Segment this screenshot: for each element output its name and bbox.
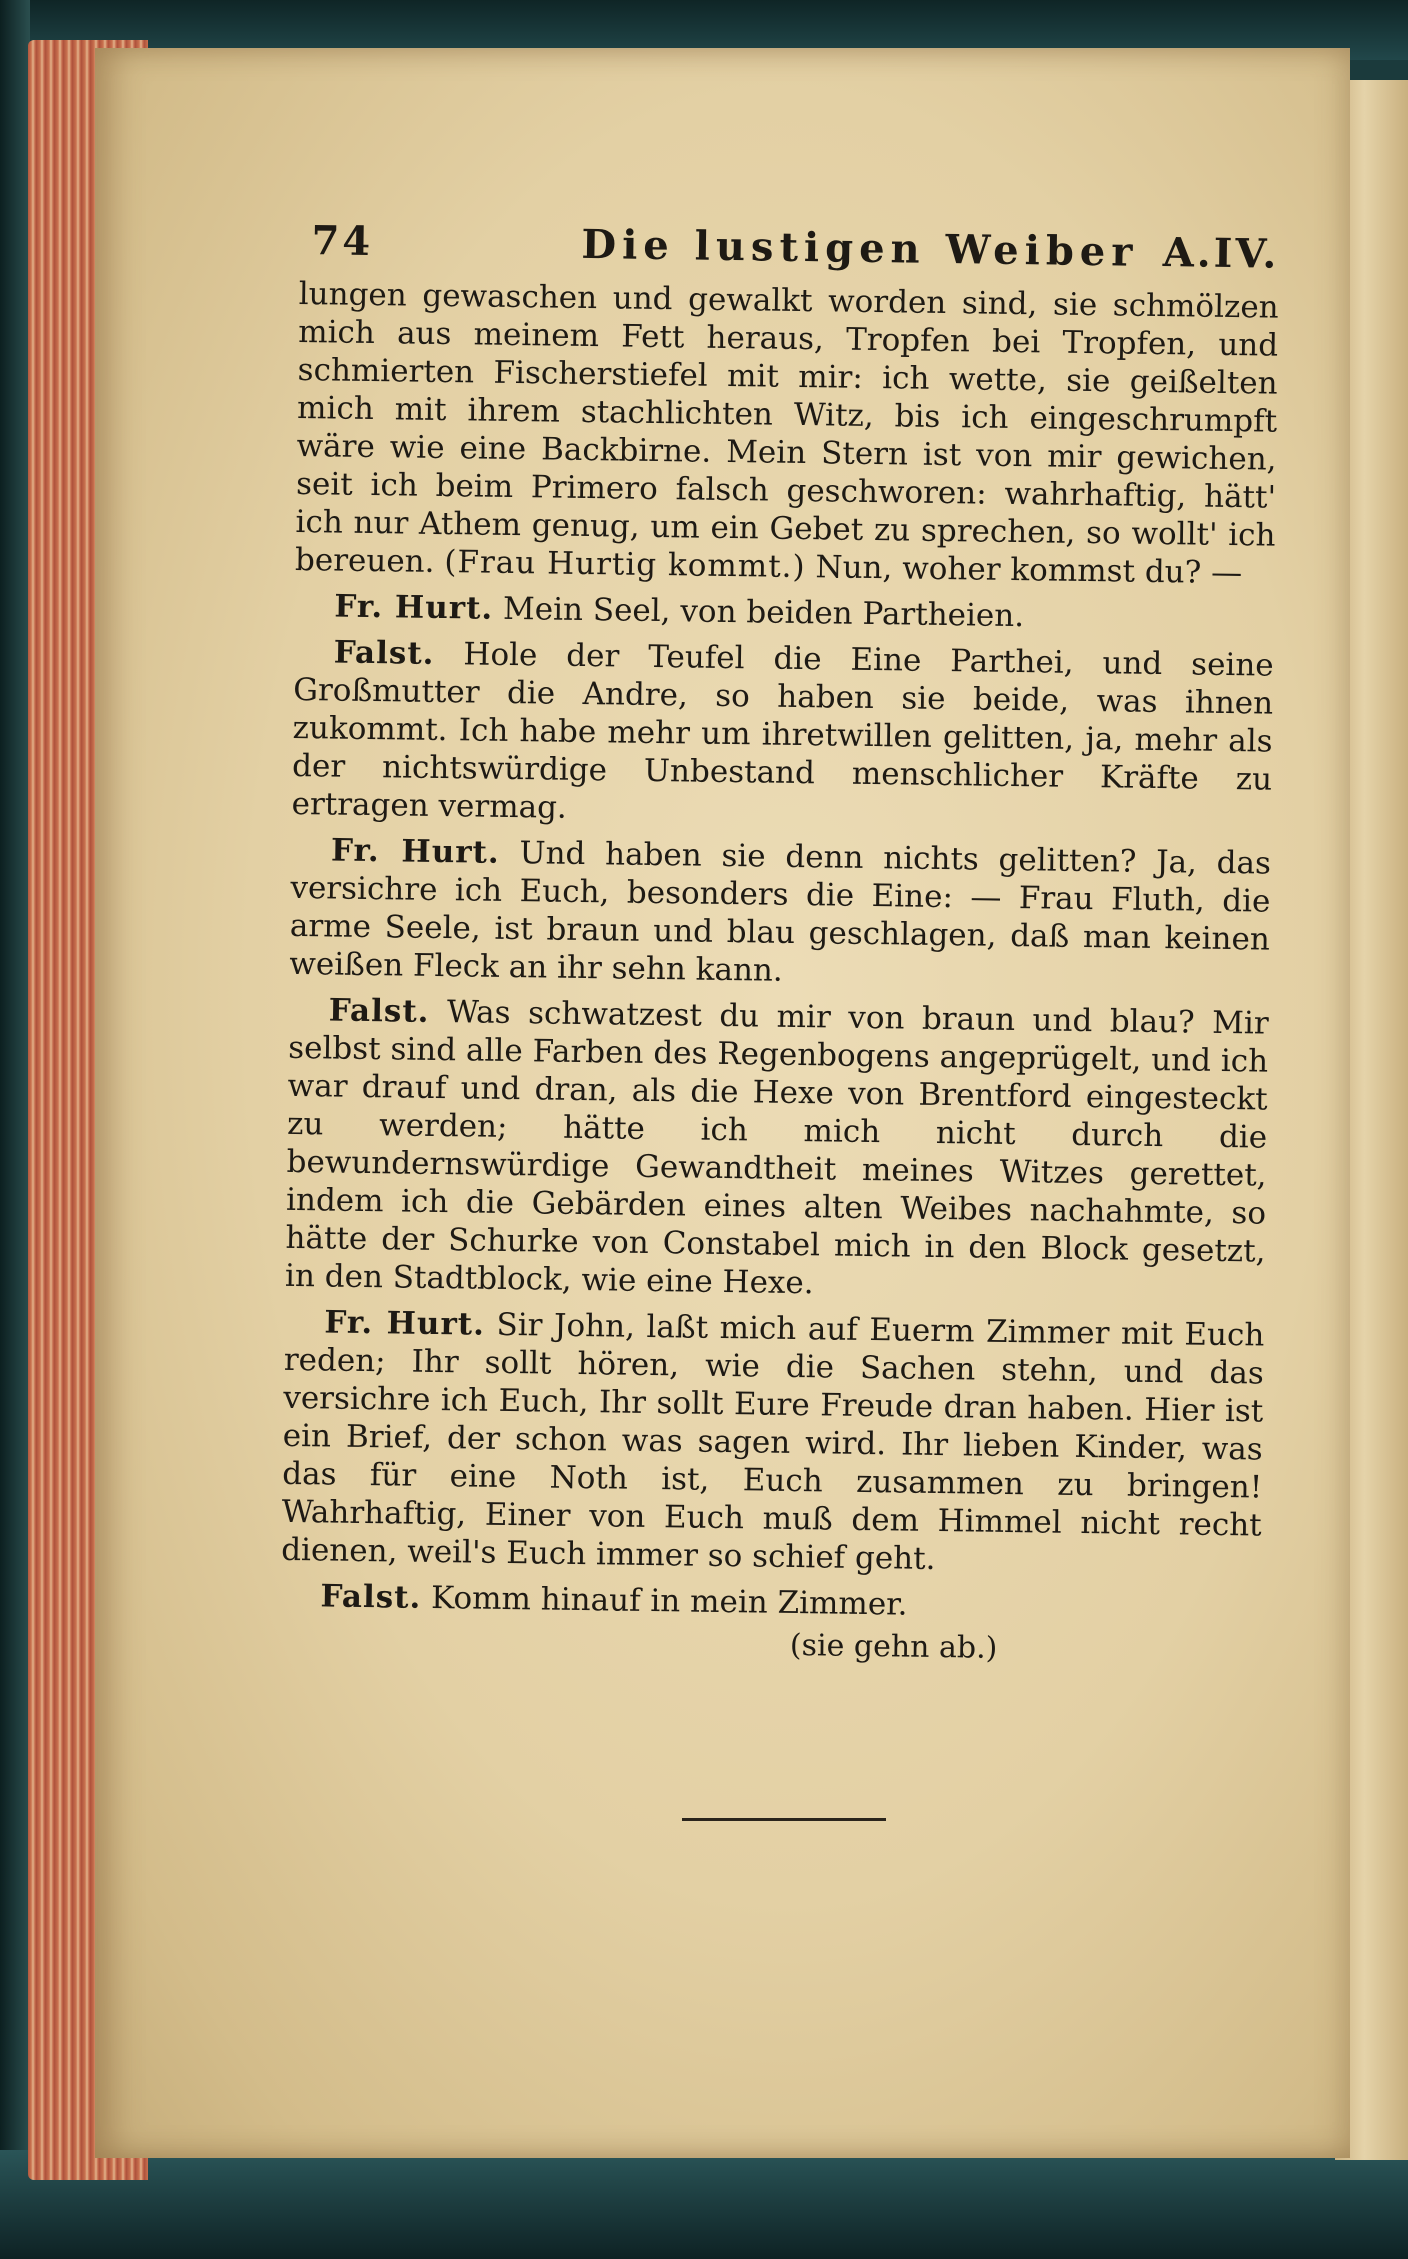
paragraph [281,1303,1265,1583]
speaker-name: Fr. Hurt. [330,832,500,871]
page-number: 74 [311,217,374,266]
speaker-name: Falst. [320,1578,422,1616]
paragraph-text: Komm hinauf in mein Zimmer. [430,1579,908,1623]
paragraph-text: Und haben sie denn nichts gelitten? Ja, das versichre ich Euch, besonders die Eine: — Frau Fluth, die arme Seele, ist braun und blau geschlagen, daß man keinen weißen Fleck an ihr sehn kann. [289,835,1272,989]
act-label: A.IV. [1162,229,1280,278]
speaker-name: Fr. Hurt. [324,1304,486,1343]
exit-stage-direction: (sie gehn ab.) [789,1627,998,1666]
speaker-name: Falst. [328,992,430,1030]
paragraph [285,991,1269,1309]
running-header [299,205,1280,289]
book-cover-bottom [0,2150,1408,2259]
running-title: Die lustigen Weiber [581,220,1139,276]
book-cover-left [0,0,30,2259]
paragraph-text: Nun, woher kommst du? — [815,549,1243,592]
paragraph [291,633,1274,837]
paragraph-text: Hole der Teufel die Eine Parthei, und seine Großmutter die Andre, so haben sie beide, was ihnen zukommt. Ich habe mehr um ihretwillen gelitten, ja, mehr als der nichtswürdige Unbestand menschlicher Kräfte zu ertragen vermag. [291,636,1274,826]
speaker-name: Falst. [333,634,435,672]
stage-direction: (Frau Hurtig kommt.) [444,544,806,586]
section-rule [682,1818,886,1821]
paragraph [289,831,1271,997]
speaker-name: Fr. Hurt. [334,588,494,627]
paragraph [294,587,1274,639]
paragraph-text: lungen gewaschen und gewalkt worden sind, sie schmölzen mich aus meinem Fett heraus, Tropfen bei Tropfen, und schmierten Fischerstiefel mit mir: ich wette, sie geißelten mich mit ihrem stachlichten Witz, bis ich eingeschrumpft wäre wie eine Backbirne. Mein Stern ist von mir gewichen, seit ich beim Primero falsch geschworen: wahrhaftig, hätt' ich nur Athem genug, um ein Gebet zu sprechen, so wollt' ich bereuen. [294,275,1279,580]
paragraph-text: Was schwatzest du mir von braun und blau? Mir selbst sind alle Farben des Regenbogens angeprügelt, und ich war drauf und dran, als die Hexe von Brentford eingesteckt zu werden; hätte ich mich nicht durch die bewundernswürdige Gewandtheit meines Witzes gerettet, indem ich die Gebärden eines alten Weibes nachahmte, so hätte der Schurke von Constabel mich in den Block gesetzt, in den Stadtblock, wie eine Hexe. [284,994,1269,1302]
paragraph-text: Mein Seel, von beiden Partheien. [502,590,1025,635]
paragraph [295,275,1279,593]
paragraph-text: Sir John, laßt mich auf Euerm Zimmer mit Euch reden; Ihr sollt hören, wie die Sachen stehn, und das versichre ich Euch, Ihr sollt Eure Freude dran haben. Hier ist ein Brief, der schon was sagen wird. Ihr lieben Kinder, was das für eine Noth ist, Euch zusammen zu bringen! Wahrhaftig, Einer von Euch muß dem Himmel nicht recht dienen, weil's Euch immer so schief geht. [280,1306,1265,1578]
page-text [280,205,1280,1673]
